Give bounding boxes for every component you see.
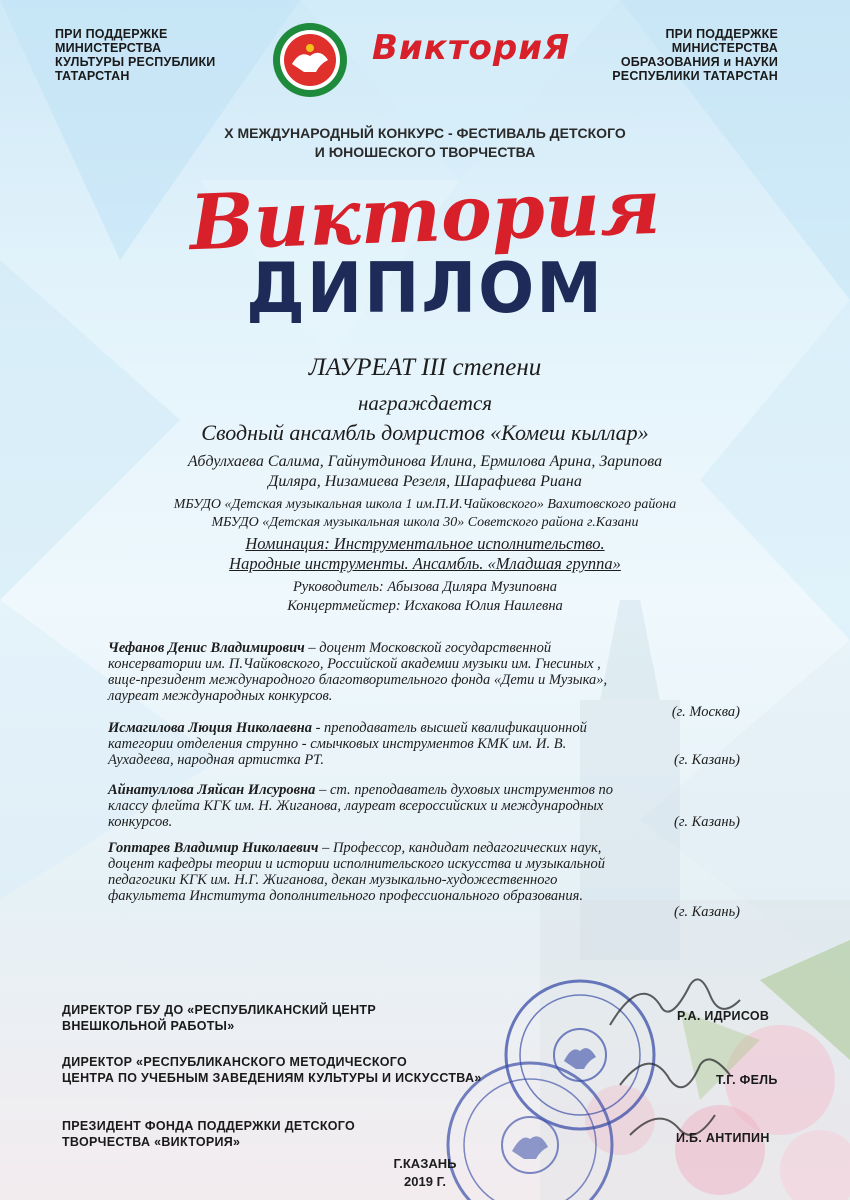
diploma-title: ДИПЛОМ	[246, 248, 604, 329]
staff: Руководитель: Абызова Диляра Музиповна Концертмейстер: Исхакова Юлия Наилевна	[287, 579, 563, 614]
tatarstan-emblem-icon	[270, 20, 350, 100]
jury-member: Айнатуллова Ляйсан Илсуровна – ст. преподаватель духовых инструментов по классу флейта КГК им. Н. Жиганова, лауреат всероссийских и международных конкурсов. (г. Казань)	[108, 782, 740, 830]
ensemble-name: Сводный ансамбль домристов «Комеш кыллар»	[201, 420, 649, 445]
jury-member: Исмагилова Люция Николаевна - преподаватель высшей квалификационной категории отделения струнно - смычковых инструментов КМК им. И. В. Аухадеева, народная артистка РТ. (г. Казань)	[108, 720, 740, 768]
awarded-label: награждается	[357, 391, 493, 415]
nomination: Номинация: Инструментальное исполнительство. Народные инструменты. Ансамбль. «Младшая группа»	[229, 534, 621, 573]
signatory-name: И.Б. АНТИПИН	[676, 1131, 770, 1145]
signature-title: ДИРЕКТОР «РЕСПУБЛИКАНСКОГО МЕТОДИЧЕСКОГО ЦЕНТРА ПО УЧЕБНЫМ ЗАВЕДЕНИЯМ КУЛЬТУРЫ И ИСКУССТВА»	[62, 1055, 482, 1085]
festival-name: Виктория	[188, 161, 662, 268]
laureate-degree: ЛАУРЕАТ III степени	[308, 354, 542, 381]
jury-member: Чефанов Денис Владимирович – доцент Московской государственной консерватории им. П.Чайковского, Российской академии музыки им. Гнесиных , вице-президент международного благотворительного фонда «Дети и Музыка», лауреат международных конкурсов. (г. Москва)	[108, 640, 740, 720]
festival-title: X МЕЖДУНАРОДНЫЙ КОНКУРС - ФЕСТИВАЛЬ ДЕТСКОГО И ЮНОШЕСКОГО ТВОРЧЕСТВА	[224, 125, 626, 160]
signature-title: ПРЕЗИДЕНТ ФОНДА ПОДДЕРЖКИ ДЕТСКОГО ТВОРЧЕСТВА «ВИКТОРИЯ»	[62, 1119, 356, 1149]
left-organization: ПРИ ПОДДЕРЖКЕ МИНИСТЕРСТВА КУЛЬТУРЫ РЕСПУБЛИКИ ТАТАРСТАН	[55, 27, 216, 83]
footer-place-date: Г.КАЗАНЬ 2019 Г.	[393, 1156, 457, 1189]
jury-member: Гоптарев Владимир Николаевич – Профессор, кандидат педагогических наук, доцент кафедры теории и истории исполнительского искусства и музыкальной педагогики КГК им. Н.Г. Жиганова, декан музыкально-художественного факультета Института дополнительного профессионального образования. (г. Казань)	[108, 840, 740, 920]
signatory-name: Р.А. ИДРИСОВ	[677, 1009, 770, 1023]
right-organization: ПРИ ПОДДЕРЖКЕ МИНИСТЕРСТВА ОБРАЗОВАНИЯ и НАУКИ РЕСПУБЛИКИ ТАТАРСТАН	[612, 27, 778, 83]
viktoria-logo: ВикториЯ	[372, 28, 571, 68]
signatory-name: Т.Г. ФЕЛЬ	[716, 1073, 778, 1087]
schools: МБУДО «Детская музыкальная школа 1 им.П.И.Чайковского» Вахитовского района МБУДО «Детская музыкальная школа 30» Советского района г.Казани	[173, 497, 677, 530]
signature-icon	[600, 965, 780, 1155]
members: Абдулхаева Салима, Гайнутдинова Илина, Ермилова Арина, Зарипова Диляра, Низамиева Резеля, Шарафиева Риана	[187, 453, 663, 490]
signature-title: ДИРЕКТОР ГБУ ДО «РЕСПУБЛИКАНСКИЙ ЦЕНТР ВНЕШКОЛЬНОЙ РАБОТЫ»	[62, 1003, 376, 1033]
